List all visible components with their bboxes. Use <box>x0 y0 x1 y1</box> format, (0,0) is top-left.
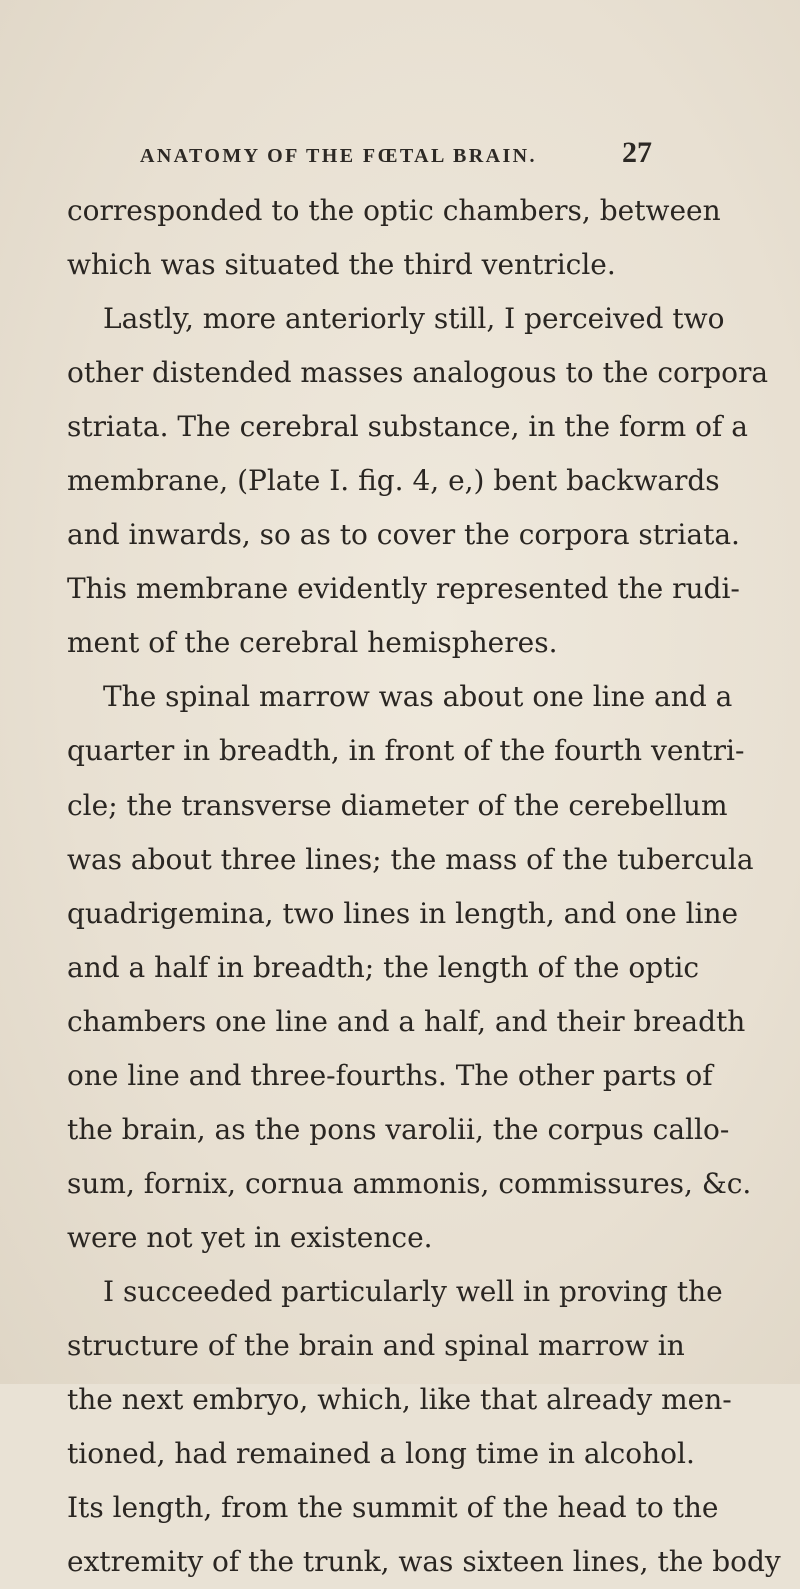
text-line: which was situated the third ventricle. <box>67 248 616 282</box>
text-line: tioned, had remained a long time in alcohol. <box>67 1437 695 1471</box>
text-line: cle; the transverse diameter of the cerebellum <box>67 788 728 822</box>
text-line: corresponded to the optic chambers, between <box>67 194 721 227</box>
running-head <box>140 136 660 176</box>
text-line: Lastly, more anteriorly still, I perceived two <box>103 302 725 336</box>
text-line: membrane, (Plate I. fig. 4, e,) bent backwards <box>67 464 720 498</box>
text-line: the brain, as the pons varolii, the corpus callo- <box>67 1112 730 1146</box>
body-text <box>67 184 781 1589</box>
text-line: the next embryo, which, like that already men- <box>67 1383 732 1417</box>
text-line: structure of the brain and spinal marrow in <box>67 1328 685 1362</box>
text-line: and a half in breadth; the length of the optic <box>67 950 700 984</box>
text-line: were not yet in existence. <box>67 1220 433 1254</box>
text-line: was about three lines; the mass of the tubercula <box>67 842 754 876</box>
running-title: ANATOMY OF THE FŒTAL BRAIN. <box>140 145 537 167</box>
page-number: 27 <box>622 136 652 169</box>
text-line: striata. The cerebral substance, in the form of a <box>67 410 748 444</box>
text-line: The spinal marrow was about one line and a <box>103 680 733 714</box>
text-line: extremity of the trunk, was sixteen lines, the body <box>67 1545 781 1579</box>
text-line: I succeeded particularly well in proving the <box>103 1274 723 1308</box>
text-line: and inwards, so as to cover the corpora striata. <box>67 518 740 552</box>
text-line: chambers one line and a half, and their breadth <box>67 1004 746 1038</box>
text-line: quadrigemina, two lines in length, and one line <box>67 896 739 930</box>
text-line: one line and three-fourths. The other parts of <box>67 1058 713 1092</box>
text-line: This membrane evidently represented the rudi- <box>67 572 740 606</box>
text-line: sum, fornix, cornua ammonis, commissures, &c. <box>67 1166 752 1200</box>
text-line: Its length, from the summit of the head to the <box>67 1491 719 1525</box>
text-line: other distended masses analogous to the corpora <box>67 356 769 390</box>
text-line: quarter in breadth, in front of the fourth ventri- <box>67 734 745 768</box>
text-line: ment of the cerebral hemispheres. <box>67 626 558 660</box>
